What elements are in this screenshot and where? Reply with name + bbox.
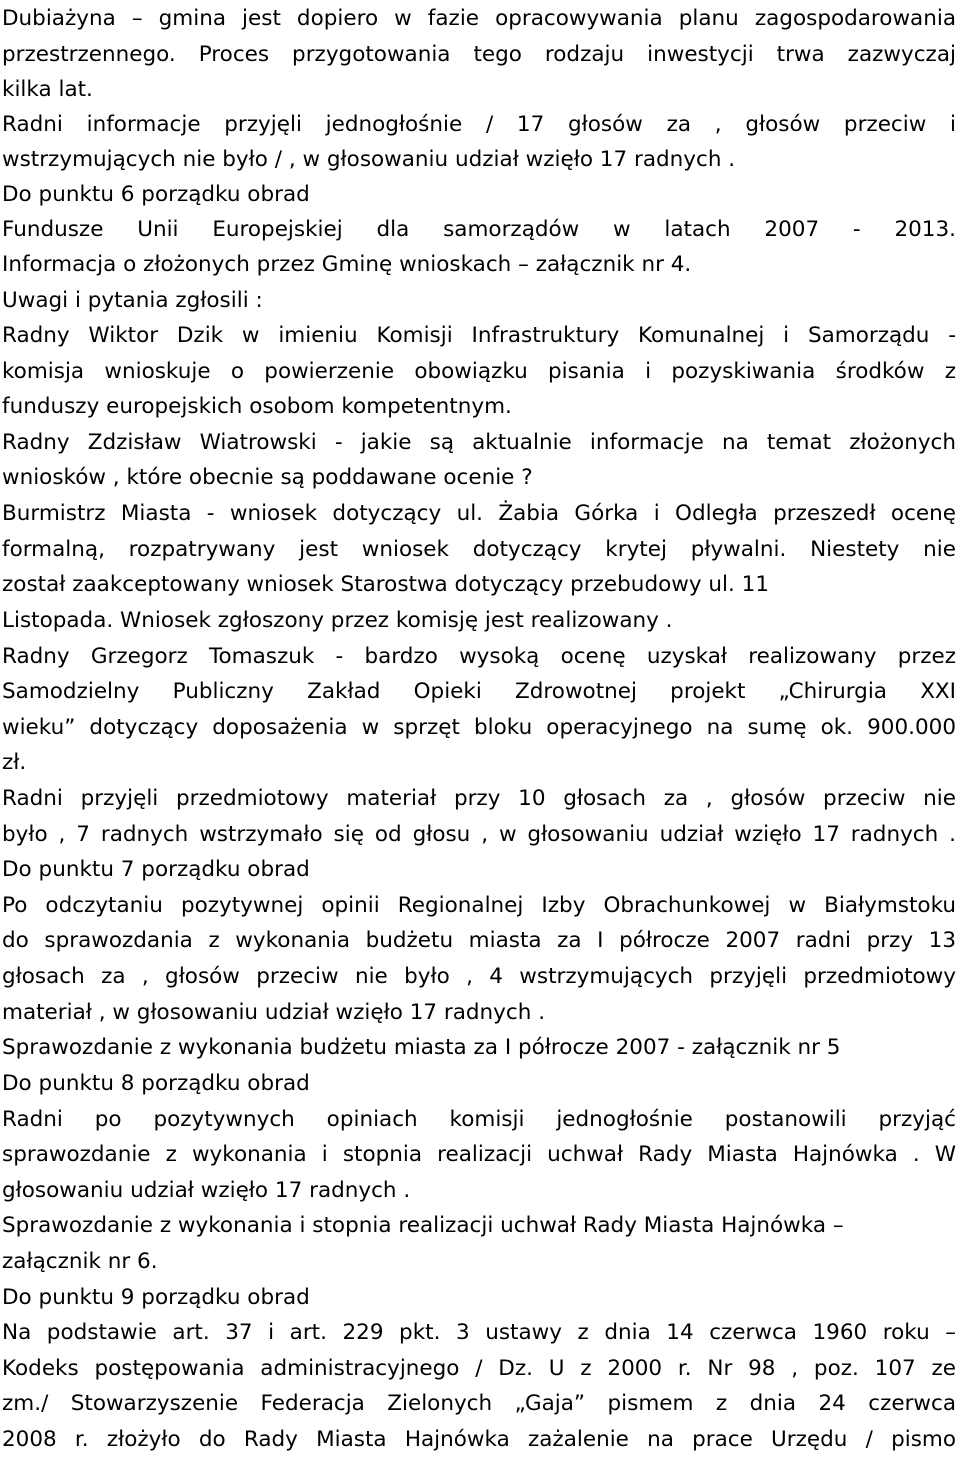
section-heading: Do punktu 7 porządku obrad <box>2 857 310 882</box>
text-line: do sprawozdania z wykonania budżetu miasta za I półrocze 2007 radni przy 13 <box>2 928 956 953</box>
text-line: Informacja o złożonych przez Gminę wnioskach – załącznik nr 4. <box>2 252 692 277</box>
text-line: głosach za , głosów przeciw nie było , 4 wstrzymujących przyjęli przedmiotowy <box>2 964 956 989</box>
text-line: było , 7 radnych wstrzymało się od głosu , w głosowaniu udział wzięło 17 radnych . <box>2 822 956 847</box>
text-line: wieku” dotyczący doposażenia w sprzęt bloku operacyjnego na sumę ok. 900.000 <box>2 715 956 740</box>
text-line: Fundusze Unii Europejskiej dla samorządów w latach 2007 - 2013. <box>2 217 956 242</box>
text-line: przestrzennego. Proces przygotowania tego rodzaju inwestycji trwa zazwyczaj <box>2 42 956 67</box>
text-line: Burmistrz Miasta - wniosek dotyczący ul. Żabia Górka i Odległa przeszedł ocenę <box>2 501 956 526</box>
text-line: sprawozdanie z wykonania i stopnia realizacji uchwał Rady Miasta Hajnówka . W <box>2 1142 956 1167</box>
text-line: Radny Zdzisław Wiatrowski - jakie są aktualnie informacje na temat złożonych <box>2 430 956 455</box>
text-line: Radni informacje przyjęli jednogłośnie / 17 głosów za , głosów przeciw i <box>2 112 956 137</box>
text-line: został zaakceptowany wniosek Starostwa dotyczący przebudowy ul. 11 <box>2 572 770 597</box>
section-heading: Do punktu 6 porządku obrad <box>2 182 310 207</box>
text-line: Sprawozdanie z wykonania budżetu miasta za I półrocze 2007 - załącznik nr 5 <box>2 1035 841 1060</box>
text-line: Uwagi i pytania zgłosili : <box>2 288 263 313</box>
text-line: wniosków , które obecnie są poddawane ocenie ? <box>2 465 533 490</box>
text-line: 2008 r. złożyło do Rady Miasta Hajnówka zażalenie na prace Urzędu / pismo <box>2 1427 956 1452</box>
text-line: komisja wnioskuje o powierzenie obowiązku pisania i pozyskiwania środków z <box>2 359 956 384</box>
text-line: kilka lat. <box>2 77 93 102</box>
text-line: Radny Grzegorz Tomaszuk - bardzo wysoką ocenę uzyskał realizowany przez <box>2 644 956 669</box>
text-line: Radny Wiktor Dzik w imieniu Komisji Infrastruktury Komunalnej i Samorządu - <box>2 323 956 348</box>
section-heading: Do punktu 9 porządku obrad <box>2 1285 310 1310</box>
text-line: Radni po pozytywnych opiniach komisji jednogłośnie postanowili przyjąć <box>2 1107 956 1132</box>
text-line: załącznik nr 6. <box>2 1249 158 1274</box>
text-line: Samodzielny Publiczny Zakład Opieki Zdrowotnej projekt „Chirurgia XXI <box>2 679 956 704</box>
text-line: Kodeks postępowania administracyjnego / Dz. U z 2000 r. Nr 98 , poz. 107 ze <box>2 1356 956 1381</box>
text-line: głosowaniu udział wzięło 17 radnych . <box>2 1178 411 1203</box>
text-line: wstrzymujących nie było / , w głosowaniu udział wzięło 17 radnych . <box>2 147 736 172</box>
text-line: funduszy europejskich osobom kompetentnym. <box>2 394 512 419</box>
text-line: Na podstawie art. 37 i art. 229 pkt. 3 ustawy z dnia 14 czerwca 1960 roku – <box>2 1320 956 1345</box>
text-line: formalną, rozpatrywany jest wniosek dotyczący krytej pływalni. Niestety nie <box>2 537 956 562</box>
section-heading: Do punktu 8 porządku obrad <box>2 1071 310 1096</box>
text-line: zł. <box>2 750 27 775</box>
text-line: Sprawozdanie z wykonania i stopnia realizacji uchwał Rady Miasta Hajnówka – <box>2 1213 844 1238</box>
text-line: Listopada. Wniosek zgłoszony przez komisję jest realizowany . <box>2 608 673 633</box>
text-line: Po odczytaniu pozytywnej opinii Regionalnej Izby Obrachunkowej w Białymstoku <box>2 893 956 918</box>
text-line: Radni przyjęli przedmiotowy materiał przy 10 głosach za , głosów przeciw nie <box>2 786 956 811</box>
text-line: zm./ Stowarzyszenie Federacja Zielonych „Gaja” pismem z dnia 24 czerwca <box>2 1391 956 1416</box>
text-line: materiał , w głosowaniu udział wzięło 17 radnych . <box>2 1000 546 1025</box>
text-line: Dubiażyna – gmina jest dopiero w fazie opracowywania planu zagospodarowania <box>2 6 956 31</box>
